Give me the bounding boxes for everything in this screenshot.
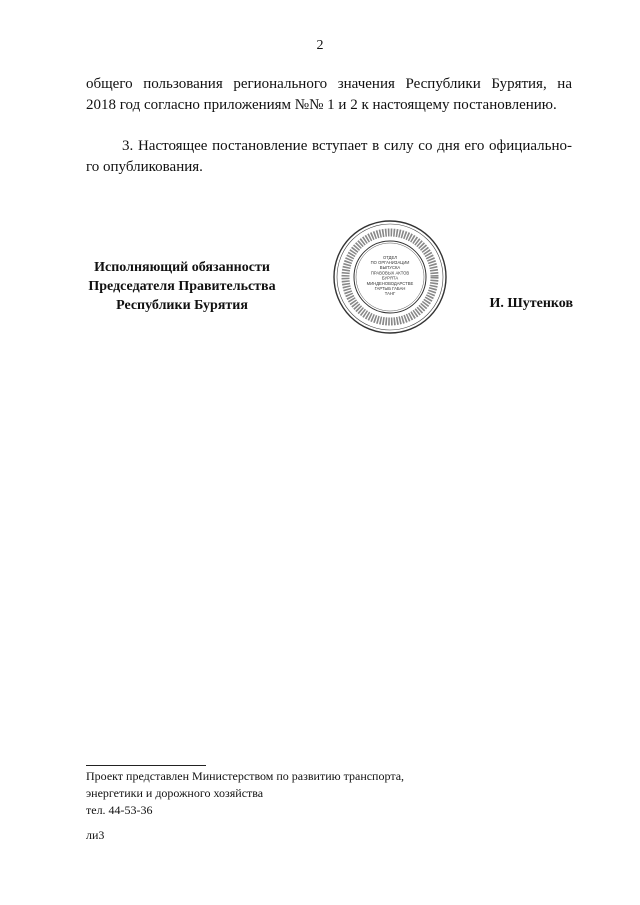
paragraph-3 <box>86 136 572 178</box>
footnote-line: Проект представлен Министерством по развитию транспорта, <box>86 769 405 783</box>
seal-text-line: ТАНГ <box>384 291 396 297</box>
signatory-name: И. Шутенков <box>489 296 573 311</box>
seal-text-line: БУРЯТА <box>381 275 399 281</box>
document-code: ли3 <box>86 828 105 842</box>
signatory-title-line: Республики Бурятия <box>116 298 248 313</box>
seal-text-line: МИНДЕНОВОДАРСТВЕ <box>366 280 414 286</box>
signatory-title <box>82 258 282 315</box>
footnote <box>86 768 404 844</box>
seal-text-line: ГАРТЫБ ГАБАН <box>374 286 406 291</box>
footnote-line: тел. 44-53-36 <box>86 803 153 817</box>
seal-text-line: ОТДЕЛ <box>382 254 398 260</box>
seal-text-line: ВЫПУСКА <box>379 265 401 271</box>
paragraph-line: общего пользования регионального значения Республики Бурятия, на <box>86 76 572 92</box>
paragraph-line: го опубликования. <box>86 159 203 175</box>
signatory-title-line: Исполняющий обязанности <box>94 260 270 275</box>
page-number: 2 <box>316 38 324 53</box>
seal-text-line: ПРАВОВЫХ АКТОВ <box>370 270 410 276</box>
footnote-divider <box>86 765 206 766</box>
seal-text-line: ПО ОРГАНИЗАЦИИ <box>370 260 410 265</box>
paragraph-line: 3. Настоящее постановление вступает в силу со дня его официально- <box>122 138 572 154</box>
official-seal-stamp <box>332 219 448 335</box>
paragraph-line: 2018 год согласно приложениям №№ 1 и 2 к настоящему постановлению. <box>86 97 557 113</box>
paragraph-2-continuation <box>86 74 572 116</box>
signatory-title-line: Председателя Правительства <box>88 279 276 294</box>
footnote-line: энергетики и дорожного хозяйства <box>86 786 264 800</box>
